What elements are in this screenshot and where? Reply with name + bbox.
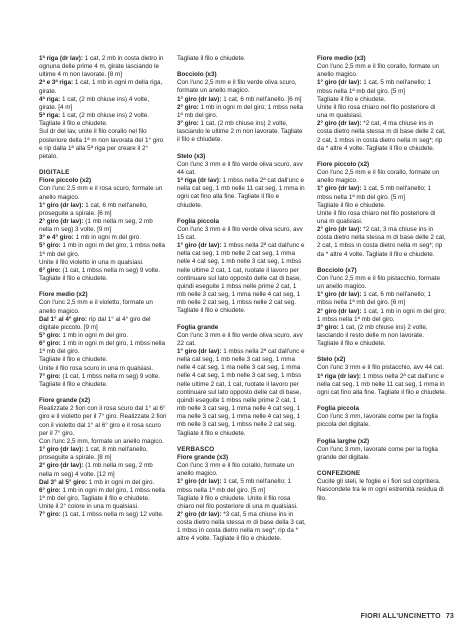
step-text: *3 cat, 5 ma chiuse ins in costa dietro nella stessa m di base della 3 cat, 1 mbss in costa dietro nella m seg*; rip da * altre 4 volte. Tagliate il filo e chiudete. [177, 510, 306, 543]
step-label: 1ª riga (dr lav): [177, 177, 221, 185]
step-label: 1° giro (dr lav): [177, 242, 222, 250]
fiore-medio-steps [39, 299, 167, 389]
step-text: 1 mb in ogni m del giro. [60, 332, 128, 339]
step-label: 3° giro: [177, 120, 199, 128]
step-text: 1 cat, (2 mb chiuse ins) 2 volte. Tagliate il filo e chiudete. [39, 112, 150, 128]
step-text: 1 cat, 6 mb nell'anello. [6 m] [221, 95, 302, 103]
instruction-step [317, 96, 447, 104]
step-text: Tagliate il filo e chiudete. [317, 95, 386, 103]
page-footer [361, 613, 454, 620]
step-text: Con l'unc 3 mm e il filo corallo, formate un anello magico. [177, 462, 295, 478]
instruction-step [39, 112, 167, 128]
instruction-step [39, 446, 167, 462]
verbasco-foglia-piccola-text: Con l'unc 3 mm, lavorate come per la foglia piccola del digitale. [317, 413, 438, 429]
instruction-step [177, 104, 306, 120]
step-label: 2° giro (dr lav): [39, 217, 84, 225]
instruction-step [177, 96, 306, 104]
step-label: 1° giro (dr lav): [39, 201, 84, 209]
instruction-step [39, 479, 167, 487]
step-text: Con l'unc 2,5 mm e il filo verde oliva scuro, formate un anello magico. [177, 79, 297, 95]
instruction-step [177, 462, 306, 478]
instruction-step [317, 185, 447, 201]
instruction-step [317, 202, 447, 210]
heading-verbasco-stelo: Stelo (x2) [317, 356, 346, 364]
step-text: 1 cat, (2 mb chiuse ins) 4 volte, girate. [4 m] [39, 95, 150, 111]
instruction-step [39, 365, 167, 373]
step-text: Tagliate il filo e chiudete. [39, 356, 108, 364]
instruction-step [317, 104, 447, 120]
page-number: 73 [445, 613, 454, 620]
confezione-text-1: Cucite gli steli, le foglie e i fiori sul copritiera. [317, 478, 441, 486]
instruction-step [39, 96, 167, 112]
foglia-piccola-steps [177, 226, 306, 316]
step-text: Unite il filo rosa chiaro nel filo posteriore di una m qualsiasi. [317, 209, 436, 225]
column-3 [317, 55, 447, 503]
step-text: Realizzate 2 fiori con il rosa scuro dal 1° al 6° giro e il violetto per il 7° giro. Realizzate 2 fiori con il violetto dal 1° al 6° giro e il rosa scuro per il 7° giro. [39, 405, 167, 437]
step-label: 6° giro: [39, 486, 61, 494]
instruction-step [39, 332, 167, 340]
step-text: Con l'unc 3 mm e il filo pistacchio, avv 44 cat. [317, 364, 444, 372]
heading-verbasco-foglia-piccola: Foglia piccola [317, 405, 359, 413]
step-label: 1° giro (dr lav): [317, 79, 362, 87]
step-text: Con l'unc 2,5 mm e il rosa scuro, formate un anello magico. [39, 185, 163, 201]
heading-foglia-grande: Foglia grande [177, 323, 219, 331]
heading-fiore-medio: Fiore medio (x2) [39, 291, 88, 299]
heading-stelo: Stelo (x3) [177, 152, 206, 160]
step-text: Unite il 2° colore in una m qualsiasi. [39, 503, 139, 511]
step-label: 5° giro: [39, 332, 61, 339]
verbasco-fiore-medio-steps [317, 63, 447, 153]
step-text: 1 mbss nella 2ª cat dall'unc e nella cat seg, 1 mb nelle 3 cat seg, 1 mma nelle 4 cat seg, 1 ma nelle 3 cat seg, 1 mma nelle 4 cat seg, 1 mb nelle 3 cat seg, 1 mbss nelle ultime 2 cat, 1 cat, ruotate il lavoro per continuare sul lato opposto delle cat di base, quindi eseguite 1 mbss nelle prime 2 cat, 1 mb nelle 3 cat seg, 1 mma nelle 4 cat seg, 1 ma nelle 3 cat seg, 1 mma nelle 4 cat seg, 1 mb nelle 3 cat seg, 1 mbss nelle 2 cat seg. Tagliate il filo e chiudete. [177, 348, 305, 437]
instruction-step [177, 161, 306, 177]
step-text: 1 mb in ogni m del giro, 1 mbss nella 1ª mb del giro. Tagliate il filo e chiudete. [39, 486, 166, 502]
step-text: 1 cat, 2 mb in costa dietro in ognuna delle prime 4 m, girate lasciando le ultime 4 m non lavorate. [8 m] [39, 55, 164, 79]
step-text: 1 cat, 5 mb nell'anello; 1 mbss nella 1ª mb del giro. [5 m] [177, 478, 291, 494]
step-text: 1 mb in ogni m del giro; 1 mbss nella 1ª mb del giro. [177, 103, 304, 119]
step-label: 2° giro (dr lav): [317, 226, 362, 234]
verbasco-foglia-larghe-text: Con l'unc 3 mm, lavorate come per la foglia grande del digitale. [317, 445, 438, 461]
step-text: Con l'unc 3 mm e il filo verde oliva scuro, avv 44 cat. [177, 160, 303, 176]
instruction-step [317, 210, 447, 226]
step-text: Unite il filo violetto in una m qualsiasi. [39, 258, 144, 266]
step-text: Con l'unc 2,5 mm e il filo corallo, formate un anello magico. [317, 169, 440, 185]
instruction-step [39, 511, 167, 519]
step-text: 1 cat, 1 mb in ogni m della riga, girate. [39, 79, 163, 95]
footer-title: FIORI ALL'UNCINETTO [360, 613, 441, 620]
step-text: Con l'unc 2,5 mm, formate un anello magico. [39, 437, 164, 445]
step-label: 2° giro (dr lav): [317, 120, 362, 128]
heading-verbasco-fiore-grande: Fiore grande (x3) [177, 453, 229, 461]
stelo-steps [177, 161, 306, 210]
instruction-step [317, 63, 447, 79]
column-1 [39, 55, 167, 519]
heading-verbasco-foglia-larghe: Foglia larghe (x2) [317, 437, 370, 445]
step-text: 1 mbss nella 2ª cat dall'unc e nella cat seg, 1 mb nelle 11 cat seg, 1 mma in ogni cat fino alla fine. Tagliate il filo e chiudete. [317, 372, 447, 396]
step-label: 6° giro: [39, 266, 61, 274]
step-label: 5° giro: [39, 242, 61, 250]
step-label: Dal 1° al 4° giro: [39, 315, 88, 323]
step-label: 2° giro (dr lav): [39, 462, 84, 470]
step-text: 1 mb in ogni m del giro. [87, 478, 155, 486]
step-label: 7° giro: [39, 372, 61, 380]
step-text: (1 cat, 1 mbss nella m seg) 9 volte. Tagliate il filo e chiudete. [39, 266, 161, 283]
step-text: *2 cat, 3 ma chiuse ins in costa dietro nella stessa m di base delle 2 cat, 2 cat, 1 mbss in costa dietro nella m seg*; rip da * altre 4 volte. Tagliate il filo e chiudete. [317, 226, 446, 258]
instruction-step [39, 242, 167, 258]
instruction-step [177, 120, 306, 144]
step-text: rip dal 1° al 4° giro del digitale piccolo. [9 m] [39, 315, 151, 331]
instruction-step [39, 267, 167, 283]
step-text: *2 cat, 4 ma chiuse ins in costa dietro nella stessa m di base delle 2 cat, 2 cat, 1 mbss in costa dietro nella m seg*; rip da * altre 4 volte. Tagliate il filo e chiudete. [317, 120, 446, 152]
heading-fiore-grande: Fiore grande (x2) [39, 397, 91, 405]
instruction-step [177, 348, 306, 438]
instruction-step [39, 316, 167, 332]
heading-bocciolo: Bocciolo (x3) [177, 71, 217, 79]
step-label: 6° giro: [39, 340, 61, 348]
step-text: 1 mbss nella 2ª cat dall'unc e nella cat seg, 1 mb nelle 11 cat seg, 1 mma in ogni cat fino alla fine. Tagliate il filo e chiudete. [177, 177, 305, 209]
step-label: 2° giro (dr lav): [317, 307, 362, 315]
instruction-step [39, 185, 167, 201]
step-label: 1° giro (dr lav): [39, 446, 84, 454]
instruction-step [39, 340, 167, 356]
verbasco-fiore-grande-steps [177, 462, 306, 544]
instruction-step [39, 462, 167, 478]
bocciolo-steps [177, 79, 306, 144]
instruction-step [317, 120, 447, 153]
instruction-step [39, 128, 167, 161]
step-label: 1ª riga (dr lav): [39, 55, 83, 62]
instruction-step [39, 79, 167, 95]
step-label: 1° giro (dr lav): [317, 291, 362, 299]
step-text: 1 mb in ogni m del giro, 1 mbss nella 1ª mb del giro. [39, 340, 166, 356]
instruction-step [177, 478, 306, 494]
instruction-step [177, 511, 306, 544]
step-text: 1 cat, 1 mb in ogni m del giro; 1 mbss nella 1ª mb del giro. [317, 307, 446, 323]
step-text: (1 mb nella m seg, 2 mb nella m seg) 4 volte. [12 m] [39, 462, 153, 478]
step-text: 1 cat, 5 mb nell'anello; 1 mbss nella 1ª mb del giro. [5 m] [317, 185, 431, 201]
instruction-step [317, 308, 447, 324]
section-verbasco: VERBASCO [177, 445, 215, 453]
verbasco-fiore-piccolo-steps [317, 169, 447, 259]
instruction-step [39, 55, 167, 79]
instruction-step [39, 487, 167, 503]
step-label: 1ª riga (dr lav): [317, 372, 361, 380]
column-2 [177, 55, 306, 544]
step-label: 5ª riga: [39, 112, 61, 120]
fiore-grande-steps [39, 405, 167, 519]
verbasco-bocciolo-steps [317, 275, 447, 348]
instruction-step [177, 177, 306, 210]
instruction-step [317, 373, 447, 397]
instruction-step [39, 202, 167, 218]
heading-verbasco-bocciolo: Bocciolo (x7) [317, 266, 357, 274]
step-text: 1 cat, 8 mb nell'anello, proseguite a spirale. [8 m] [39, 446, 148, 462]
step-text: 1 cat, 6 mb nell'anello, proseguite a spirale. [6 m] [39, 201, 148, 217]
step-label: 1° giro (dr lav): [177, 478, 222, 486]
step-label: 2ª e 3ª riga: [39, 79, 74, 87]
section-digitale: DIGITALE [39, 169, 70, 177]
step-text: Con l'unc 3 mm e il filo verde oliva scuro, avv 15 cat. [177, 225, 303, 241]
instruction-step [317, 226, 447, 259]
instruction-step [39, 356, 167, 364]
step-text: Con l'unc 2,5 mm e il filo corallo, formate un anello magico. [317, 63, 440, 79]
section-confezione: CONFEZIONE [317, 470, 361, 478]
step-text: 1 mb in ogni m del giro. [73, 234, 141, 242]
heading-fiore-piccolo: Fiore piccolo (x2) [39, 177, 92, 185]
instruction-step [317, 169, 447, 185]
step-label: 1° giro (dr lav): [317, 185, 362, 193]
heading-foglia-piccola: Foglia piccola [177, 217, 219, 225]
foglia-grande-steps [177, 332, 306, 438]
step-text: 1 cat, (2 mb chiuse ins) 2 volte, lasciando le ultime 2 m non lavorate. Tagliate il filo e chiudete. [177, 120, 303, 144]
step-text: Unite il filo rosa chiaro nel filo posteriore di una m qualsiasi. [317, 103, 436, 120]
instruction-step [177, 79, 306, 95]
step-text: (1 mb nella m seg, 2 mb nella m seg) 3 volte. [9 m] [39, 217, 153, 234]
intro-list [39, 55, 167, 161]
instruction-step [39, 405, 167, 438]
instruction-step [317, 291, 447, 307]
heading-verbasco-fiore-medio: Fiore medio (x3) [317, 55, 366, 62]
instruction-step [317, 275, 447, 291]
instruction-step [39, 259, 167, 267]
step-text: 1 mbss nella 2ª cat dall'unc e nella cat seg, 1 mb nelle 2 cat seg, 1 mma nelle 4 cat seg, 1 mb nelle 3 cat seg, 1 mbss nelle ultime 2 cat, 1 cat, ruotate il lavoro per continuare sul lato opposto delle cat di base, quindi eseguite 1 mbss nelle prime 2 cat, 1 mb nelle 3 cat seg, 1 mma nelle 4 cat seg, 1 mb nelle 2 cat seg, 1 mbss nelle 2 cat seg. Tagliate il filo e chiudete. [177, 242, 305, 315]
instruction-step [317, 324, 447, 348]
step-text: Con l'unc 3 mm e il filo verde oliva scuro, avv 22 cat. [177, 331, 303, 347]
step-label: 1° giro (dr lav): [177, 348, 222, 355]
step-label: 2° giro (dr lav): [177, 510, 222, 518]
fiore-piccolo-steps [39, 185, 167, 283]
step-text: 1 mb in ogni m del giro, 1 mbss nella 1ª mb del giro. [39, 242, 166, 258]
heading-verbasco-fiore-piccolo: Fiore piccolo (x2) [317, 160, 370, 168]
step-text: Sul dr del lav, unite il filo corallo nel filo posteriore della 1ª m non lavorata del 1° giro e rip dalla 1ª alla 5ª riga per creare il 2° petalo. [39, 128, 164, 160]
verbasco-stelo-steps [317, 364, 447, 397]
confezione-text-2: Nascondete tra le m ogni estremità residua di filo. [317, 486, 444, 502]
step-label: 3° e 4° giro: [39, 234, 74, 242]
step-text: (1 cat, 1 mbss nella m seg) 12 volte. [60, 511, 164, 519]
instruction-step [177, 242, 306, 315]
step-label: 2° giro: [177, 103, 199, 111]
step-text: 1 cat, (2 mb chiuse ins) 2 volte, lasciando il resto delle m non lavorate. Tagliate il filo e chiudete. [317, 323, 428, 348]
instruction-step [177, 495, 306, 511]
instruction-step [39, 438, 167, 446]
instruction-step [39, 299, 167, 315]
step-text: Tagliate il filo e chiudete. [317, 201, 386, 209]
instruction-step [317, 364, 447, 372]
step-label: Dal 3° al 5° giro: [39, 478, 88, 486]
step-text: (1 cat, 1 mbss nella m seg) 9 volte. Tagliate il filo e chiudete. [39, 372, 161, 388]
step-label: 1° giro (dr lav): [177, 95, 222, 103]
instruction-step [39, 373, 167, 389]
step-label: 4ª riga: [39, 95, 61, 103]
step-text: Con l'unc 2,5 mm e il filo pistacchio, formate un anello magico. [317, 274, 440, 291]
step-text: 1 cat, 6 mb nell'anello; 1 mbss nella 1ª mb del giro. [6 m] [317, 291, 431, 307]
step-text: Tagliate il filo e chiudete. Unite il filo rosa chiaro nel filo posteriore di una m qualsiasi. [177, 494, 298, 510]
instruction-step [317, 79, 447, 95]
step-text: Con l'unc 2,5 mm e il violetto, formate un anello magico. [39, 299, 153, 315]
step-label: 3° giro: [317, 323, 339, 331]
step-text: Unite il filo rosa scuro in una m qualsiasi. [39, 364, 154, 372]
continuation-text: Tagliate il filo e chiudete. [177, 55, 246, 62]
instruction-step [177, 332, 306, 348]
step-text: 1 cat, 5 mb nell'anello; 1 mbss nella 1ª mb del giro. [5 m] [317, 79, 431, 95]
step-label: 7° giro: [39, 511, 61, 519]
instruction-step [39, 218, 167, 234]
instruction-step [177, 226, 306, 242]
